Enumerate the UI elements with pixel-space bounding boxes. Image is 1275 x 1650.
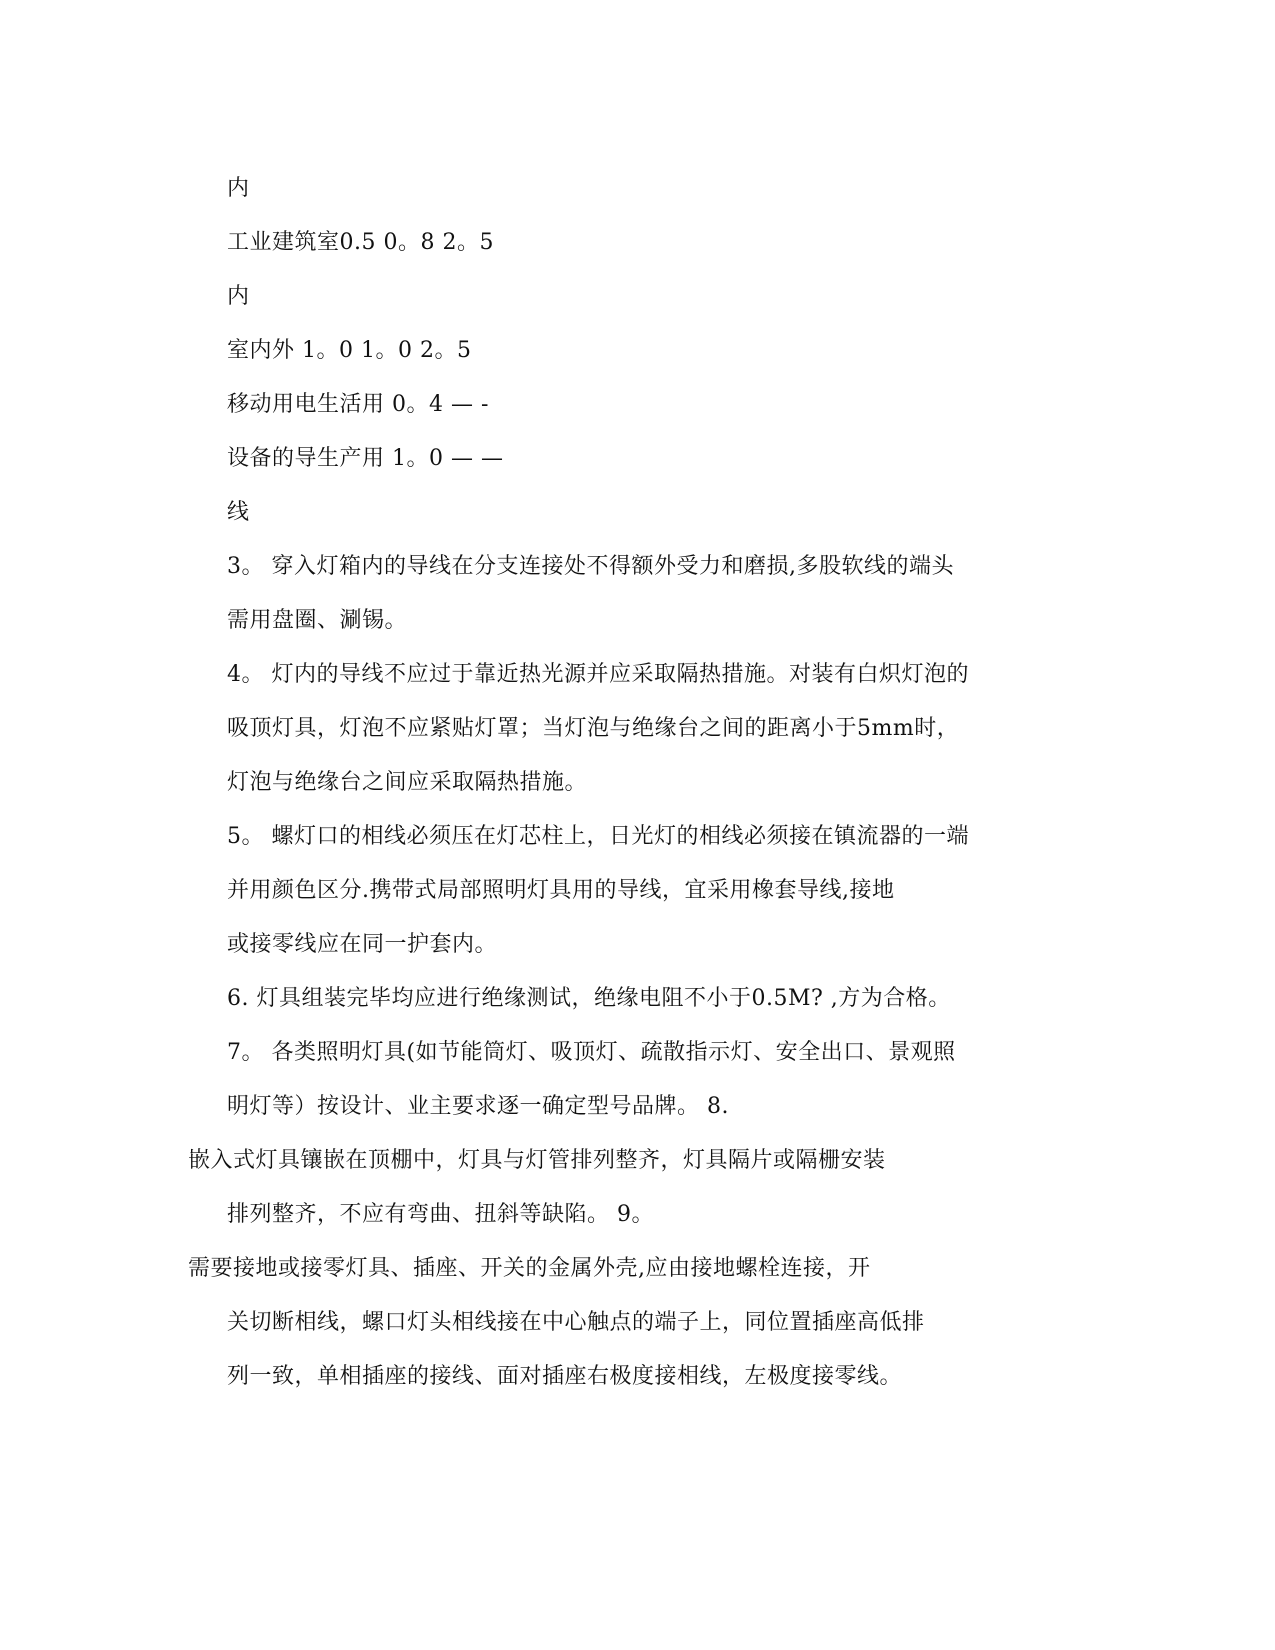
text-line: 室内外 1。0 1。0 2。5 — [227, 338, 472, 363]
text-line: 并用颜色区分.携带式局部照明灯具用的导线，宜采用橡套导线,接地 — [227, 878, 895, 903]
text-line: 需要接地或接零灯具、插座、开关的金属外壳,应由接地螺栓连接，开 — [188, 1256, 871, 1281]
text-line: 内 — [227, 284, 250, 309]
text-line: 或接零线应在同一护套内。 — [227, 932, 498, 957]
text-line: 6. 灯具组装完毕均应进行绝缘测试，绝缘电阻不小于0.5M? ,方为合格。 — [227, 986, 951, 1011]
text-line: 工业建筑室0.5 0。8 2。5 — [227, 230, 494, 255]
text-line: 排列整齐，不应有弯曲、扭斜等缺陷。 9。 — [227, 1202, 654, 1227]
text-line: 内 — [227, 176, 250, 201]
text-line: 吸顶灯具，灯泡不应紧贴灯罩；当灯泡与绝缘台之间的距离小于5mm时， — [227, 716, 960, 741]
text-line: 设备的导生产用 1。0 — — — [227, 446, 504, 471]
text-line: 嵌入式灯具镶嵌在顶棚中，灯具与灯管排列整齐，灯具隔片或隔栅安装 — [188, 1148, 886, 1173]
text-line: 明灯等）按设计、业主要求逐一确定型号品牌。 8. — [227, 1094, 729, 1119]
text-line: 需用盘圈、涮锡。 — [227, 608, 408, 633]
text-line: 移动用电生活用 0。4 — - — [227, 392, 489, 417]
text-line: 关切断相线，螺口灯头相线接在中心触点的端子上，同位置插座高低排 — [227, 1310, 925, 1335]
text-line: 7。 各类照明灯具(如节能筒灯、吸顶灯、疏散指示灯、安全出口、景观照 — [227, 1040, 956, 1065]
text-line: 灯泡与绝缘台之间应采取隔热措施。 — [227, 770, 588, 795]
text-line: 5。 螺灯口的相线必须压在灯芯柱上，日光灯的相线必须接在镇流器的一端 — [227, 824, 969, 849]
text-line: 3。 穿入灯箱内的导线在分支连接处不得额外受力和磨损,多股软线的端头 — [227, 554, 954, 579]
text-line: 线 — [227, 500, 250, 525]
text-line: 4。 灯内的导线不应过于靠近热光源并应采取隔热措施。对装有白炽灯泡的 — [227, 662, 969, 687]
text-line: 列一致，单相插座的接线、面对插座右极度接相线，左极度接零线。 — [227, 1364, 903, 1389]
